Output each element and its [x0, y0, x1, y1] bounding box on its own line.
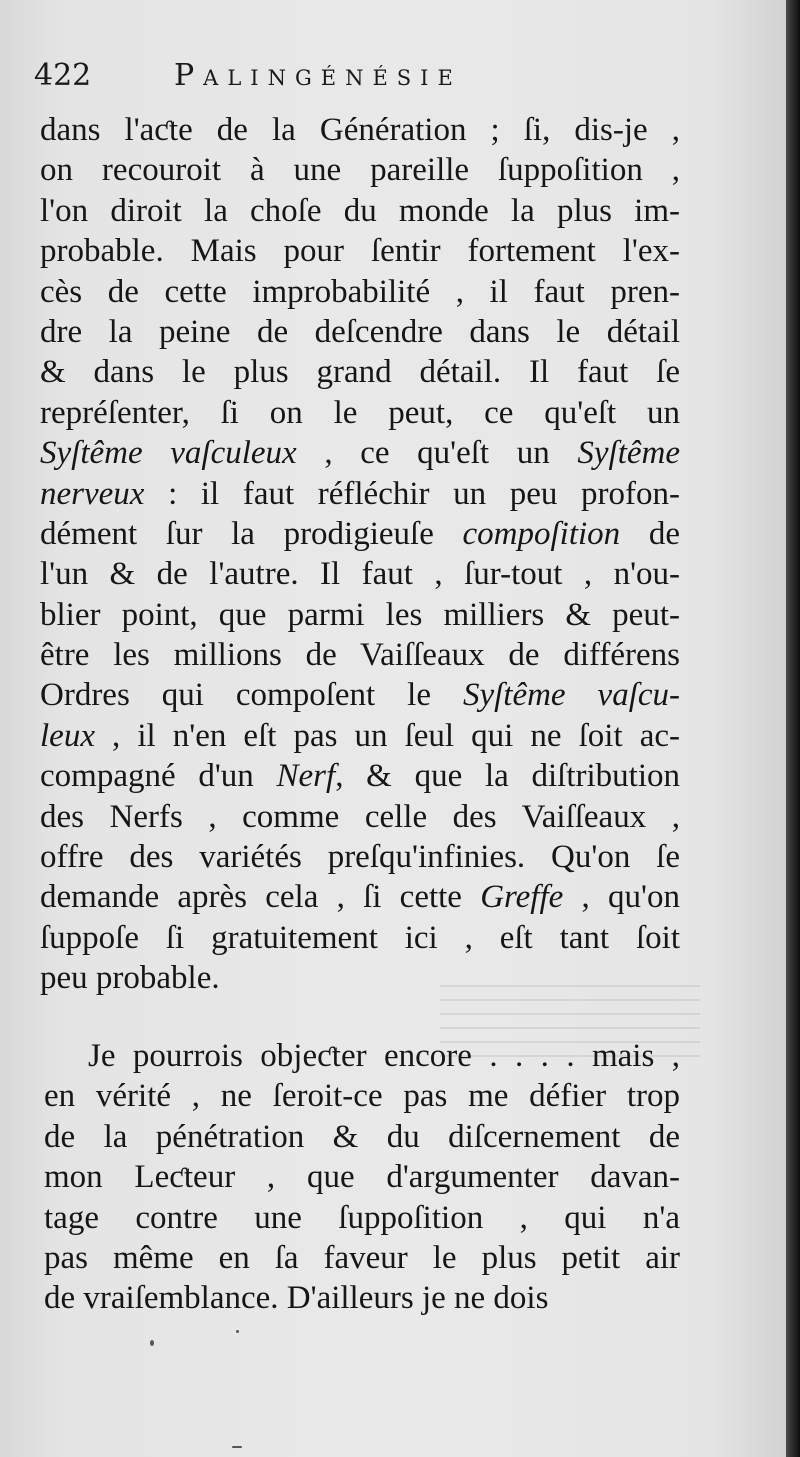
text-segment: compagné d'un [40, 758, 277, 795]
text-segment: l'on diroit la choſe du monde la plus im- [40, 192, 680, 229]
text-segment: l'un & de l'autre. Il faut , ſur-tout , n'ou- [40, 556, 680, 593]
text-line [40, 393, 680, 433]
paragraph-1 [40, 110, 680, 999]
text-line [40, 716, 680, 756]
text-line [40, 110, 680, 150]
text-line [44, 1036, 680, 1076]
text-line [40, 595, 680, 635]
text-segment: offre des variétés preſqu'infinies. Qu'on ſe [40, 839, 680, 876]
text-line [40, 675, 680, 715]
text-line [44, 1198, 680, 1238]
italic-segment: Greffe [480, 879, 564, 916]
text-line [44, 1076, 680, 1116]
text-segment: peu probable. [40, 960, 220, 997]
text-line [40, 797, 680, 837]
text-segment: & dans le plus grand détail. Il faut ſe [40, 354, 680, 391]
text-segment: blier point, que parmi les milliers & peut- [40, 596, 680, 633]
paper-speck [150, 1340, 154, 1346]
text-line [40, 837, 680, 877]
text-segment: Je pourrois objeƈter encore . . . . mais , [88, 1038, 680, 1074]
text-line [40, 433, 680, 473]
text-line [40, 352, 680, 392]
text-line [44, 1157, 680, 1197]
italic-segment: Nerf [276, 758, 336, 795]
text-segment: de vraiſemblance. D'ailleurs je ne dois [44, 1280, 549, 1317]
running-title: Palingénésie [174, 58, 462, 93]
italic-segment: Syſtême [577, 435, 680, 472]
text-segment: dans l'aƈte de la Génération ; ſi, dis-je , [40, 112, 680, 148]
text-line [40, 272, 680, 312]
text-line [44, 1278, 680, 1318]
text-line [40, 474, 680, 514]
text-line [40, 231, 680, 271]
italic-segment: Syſtême vaſculeux [40, 435, 297, 472]
text-segment: tage contre une ſuppoſition , qui n'a [44, 1199, 680, 1236]
text-segment: mon Leƈteur , que d'argumenter davan- [44, 1159, 680, 1196]
text-segment: probable. Mais pour ſentir fortement l'ex- [40, 233, 680, 270]
text-segment: , il n'en eſt pas un ſeul qui ne ſoit ac- [94, 717, 680, 754]
running-head [34, 58, 734, 108]
text-segment: des Nerfs , comme celle des Vaiſſeaux , [40, 798, 680, 835]
italic-segment: compoſition [462, 515, 621, 552]
text-line [44, 1238, 680, 1278]
text-segment: , ce qu'eſt un [296, 435, 578, 472]
text-line [40, 191, 680, 231]
text-segment: , qu'on [563, 879, 680, 916]
italic-segment: Syſtême vaſcu- [462, 677, 680, 714]
text-line [40, 635, 680, 675]
text-segment: : il faut réfléchir un peu profon- [144, 475, 680, 512]
text-line [40, 877, 680, 917]
paper-speck [232, 1446, 242, 1448]
text-line [40, 312, 680, 352]
text-segment: pas même en ſa faveur le plus petit air [44, 1239, 680, 1276]
page-number: 422 [34, 58, 92, 93]
text-segment: de la pénétration & du diſcernement de [44, 1118, 680, 1155]
text-line [40, 756, 680, 796]
text-segment: dément ſur la prodigieuſe [40, 515, 463, 552]
text-segment: , & que la diſtribution [335, 758, 680, 795]
text-segment: demande après cela , ſi cette [40, 879, 481, 916]
text-segment: Ordres qui compoſent le [40, 677, 463, 714]
text-segment: être les millions de Vaiſſeaux de différens [40, 637, 680, 674]
text-segment: cès de cette improbabilité , il faut pren- [40, 273, 680, 310]
paper-speck [236, 1330, 239, 1333]
paragraph-2 [44, 1036, 680, 1319]
italic-segment: leux [40, 717, 95, 754]
text-segment: de [620, 515, 680, 552]
text-segment: repréſenter, ſi on le peut, ce qu'eſt un [40, 394, 680, 431]
text-line [40, 918, 680, 958]
text-segment: ſuppoſe ſi gratuitement ici , eſt tant ſoit [40, 919, 680, 956]
text-line [40, 150, 680, 190]
text-segment: en vérité , ne ſeroit-ce pas me défier trop [44, 1078, 680, 1115]
text-line [40, 514, 680, 554]
text-segment: on recouroit à une pareille ſuppoſition , [40, 152, 680, 189]
text-line [40, 554, 680, 594]
page-edge-shadow [786, 0, 800, 1457]
italic-segment: nerveux [40, 475, 145, 512]
text-segment: dre la peine de deſcendre dans le détail [40, 313, 680, 350]
text-line [44, 1117, 680, 1157]
